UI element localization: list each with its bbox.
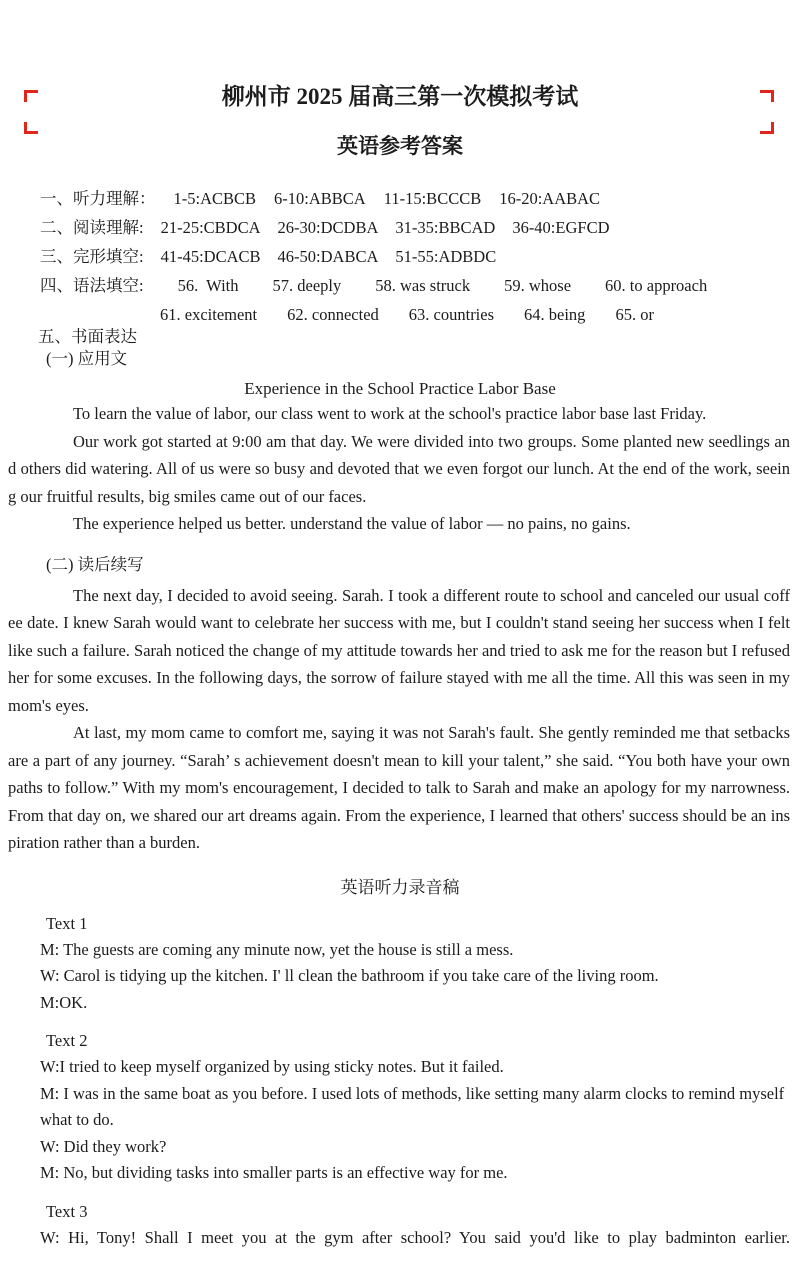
transcript-text-label: Text 1 bbox=[46, 913, 88, 933]
transcript-blocks bbox=[0, 911, 800, 1252]
answer-row bbox=[40, 184, 790, 213]
section-label-writing: 五、书面表达 bbox=[38, 327, 137, 346]
red-corner-mark-top-right bbox=[760, 90, 774, 102]
answer-row-label: 一、听力理解： bbox=[40, 189, 156, 208]
answer-group: 1-5:ACBCB bbox=[173, 189, 257, 208]
answer-row bbox=[40, 271, 790, 300]
red-corner-mark-right bbox=[760, 122, 774, 134]
answer-group: 51-55:ADBDC bbox=[395, 247, 497, 266]
answer-row-label: 四、语法填空: bbox=[40, 276, 144, 295]
answer-group: 58. was struck bbox=[375, 276, 471, 295]
essay-paragraph: The experience helped us better. understand the value of labor — no pains, no gains. bbox=[73, 514, 631, 533]
essay-paragraph: At last, my mom came to comfort me, saying it was not Sarah's fault. She gently reminded me that setbacks are a part of any journey. “Sarah’ s achievement doesn't mean to kill your talent,” she said. “You both have your own paths to follow.” With my mom's encouragement, I decided to talk to Sarah and make an apology for my narrowness. From that day on, we shared our art dreams again. From the experience, I learned that others' success should be an inspiration rather than a burden. bbox=[8, 723, 790, 852]
transcript-text-label: Text 3 bbox=[46, 1201, 88, 1221]
exam-title: 柳州市 2025 届高三第一次模拟考试 bbox=[221, 84, 579, 109]
transcript-line: M: No, but dividing tasks into smaller parts is an effective way for me. bbox=[40, 1163, 508, 1182]
answer-group: 56. With bbox=[177, 276, 239, 295]
answer-row-label: 二、阅读理解: bbox=[40, 218, 144, 237]
answer-row bbox=[40, 300, 790, 329]
answer-group: 41-45:DCACB bbox=[160, 247, 261, 266]
transcript-block bbox=[0, 911, 800, 1017]
answer-row-label: 三、完形填空: bbox=[40, 247, 144, 266]
answer-group: 31-35:BBCAD bbox=[395, 218, 496, 237]
transcript-block bbox=[0, 1199, 800, 1252]
listening-transcript-section bbox=[0, 877, 800, 1252]
exam-answer-document bbox=[0, 84, 800, 1277]
essay-paragraph: Our work got started at 9:00 am that day. We were divided into two groups. Some planted new seedlings and others did watering. All of us were so busy and devoted that we even forgot our lunch. At the end of the work, seeing our fruitful results, big smiles came out of our faces. bbox=[8, 431, 790, 506]
answer-group: 65. or bbox=[615, 305, 654, 324]
essay1-body bbox=[0, 400, 800, 538]
transcript-line: W: Did they work? bbox=[40, 1136, 167, 1156]
essay-paragraph: To learn the value of labor, our class went to work at the school's practice labor base last Friday. bbox=[73, 404, 707, 423]
writing-section bbox=[0, 326, 800, 857]
essay1-title: Experience in the School Practice Labor Base bbox=[244, 379, 556, 398]
answer-group: 61. excitement bbox=[160, 305, 258, 324]
essay2-body bbox=[0, 582, 800, 857]
answer-group: 46-50:DABCA bbox=[277, 247, 379, 266]
transcript-line: W: Hi, Tony! Shall I meet you at the gym after school? You said you'd like to play badminton earlier. bbox=[40, 1227, 790, 1247]
answer-group: 57. deeply bbox=[272, 276, 342, 295]
answer-group: 36-40:EGFCD bbox=[512, 218, 610, 237]
red-corner-mark-top-left bbox=[24, 90, 38, 102]
answer-group: 21-25:CBDCA bbox=[160, 218, 261, 237]
answer-key bbox=[40, 184, 790, 329]
transcript-line: M:OK. bbox=[40, 992, 88, 1012]
transcript-line: W:I tried to keep myself organized by using sticky notes. But it failed. bbox=[40, 1057, 504, 1076]
transcript-text-label: Text 2 bbox=[46, 1031, 88, 1050]
answers-subtitle: 英语参考答案 bbox=[337, 134, 463, 158]
answer-group: 63. countries bbox=[408, 305, 495, 324]
answer-row bbox=[40, 242, 790, 271]
essay-paragraph: The next day, I decided to avoid seeing. Sarah. I took a different route to school and canceled our usual coffee date. I knew Sarah would want to celebrate her success with me, but I couldn't stand seeing her success when I felt like such a failure. Sarah noticed the change of my attitude towards her and tried to ask me for the reason but I refused her for some excuses. In the following days, the sorrow of failure stayed with me all the time. All this was seen in my mom's eyes. bbox=[8, 585, 790, 715]
answer-group: 16-20:AABAC bbox=[499, 189, 601, 208]
part-label-applied-writing: (一) 应用文 bbox=[46, 349, 128, 368]
answer-group: 60. to approach bbox=[605, 276, 708, 295]
transcript-line: M: I was in the same boat as you before. I used lots of methods, like setting many alarm clocks to remind myself what to do. bbox=[40, 1083, 785, 1129]
transcript-line: W: Carol is tidying up the kitchen. I' ll clean the bathroom if you take care of the living room. bbox=[40, 966, 659, 985]
transcript-block bbox=[0, 1028, 800, 1187]
answer-group: 62. connected bbox=[287, 305, 379, 324]
answer-row bbox=[40, 213, 790, 242]
transcript-heading: 英语听力录音稿 bbox=[340, 877, 460, 897]
answer-group: 64. being bbox=[524, 305, 586, 324]
answer-group: 11-15:BCCCB bbox=[383, 189, 482, 208]
answer-group: 6-10:ABBCA bbox=[274, 189, 366, 208]
answer-group: 59. whose bbox=[504, 276, 572, 295]
answer-group: 26-30:DCDBA bbox=[277, 218, 379, 237]
red-corner-mark-left bbox=[24, 122, 38, 134]
part-label-continuation-writing: (二) 读后续写 bbox=[46, 554, 144, 574]
transcript-line: M: The guests are coming any minute now, yet the house is still a mess. bbox=[40, 939, 514, 959]
